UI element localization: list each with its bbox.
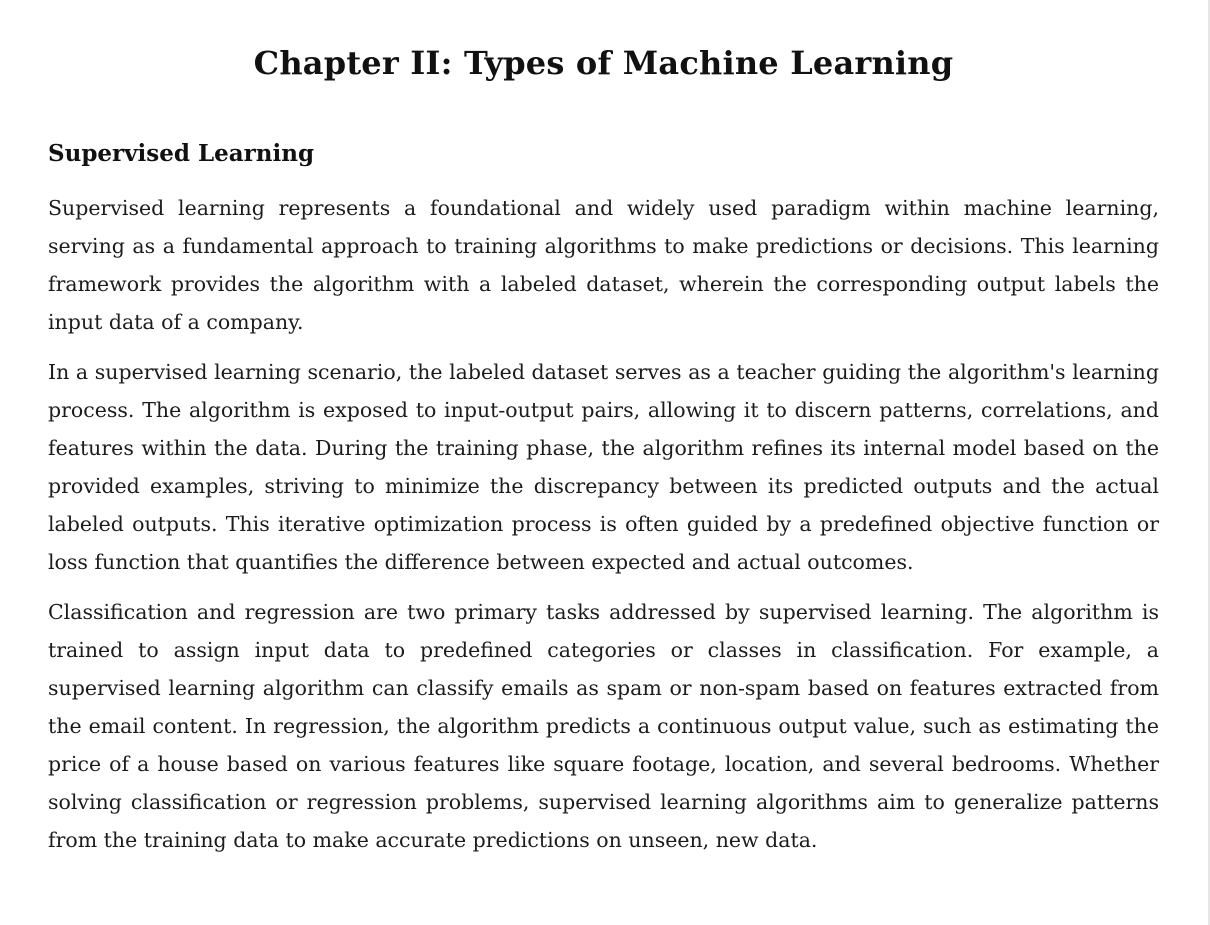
body-paragraph: In a supervised learning scenario, the labeled dataset serves as a teacher guiding the algorithm's learning process. The algorithm is exposed to input-output pairs, allowing it to discern patterns, correlations, and features within the data. During the training phase, the algorithm refines its internal model based on the provided examples, striving to minimize the discrepancy between its predicted outputs and the actual labeled outputs. This iterative optimization process is often guided by a predefined objective function or loss function that quantifies the difference between expected and actual outcomes. [48, 360, 1159, 574]
body-paragraph: Supervised learning represents a foundational and widely used paradigm within machine learning, serving as a fundamental approach to training algorithms to make predictions or decisions. This learning framework provides the algorithm with a labeled dataset, wherein the corresponding output labels the input data of a company. [48, 196, 1159, 334]
body-paragraph: Classification and regression are two primary tasks addressed by supervised learning. The algorithm is trained to assign input data to predefined categories or classes in classification. For example, a supervised learning algorithm can classify emails as spam or non-spam based on features extracted from the email content. In regression, the algorithm predicts a continuous output value, such as estimating the price of a house based on various features like square footage, location, and several bedrooms. Whether solving classification or regression problems, supervised learning algorithms aim to generalize patterns from the training data to make accurate predictions on unseen, new data. [48, 600, 1159, 852]
chapter-title: Chapter II: Types of Machine Learning [253, 44, 954, 82]
document-page [48, 0, 1159, 859]
section-heading: Supervised Learning [48, 140, 315, 167]
